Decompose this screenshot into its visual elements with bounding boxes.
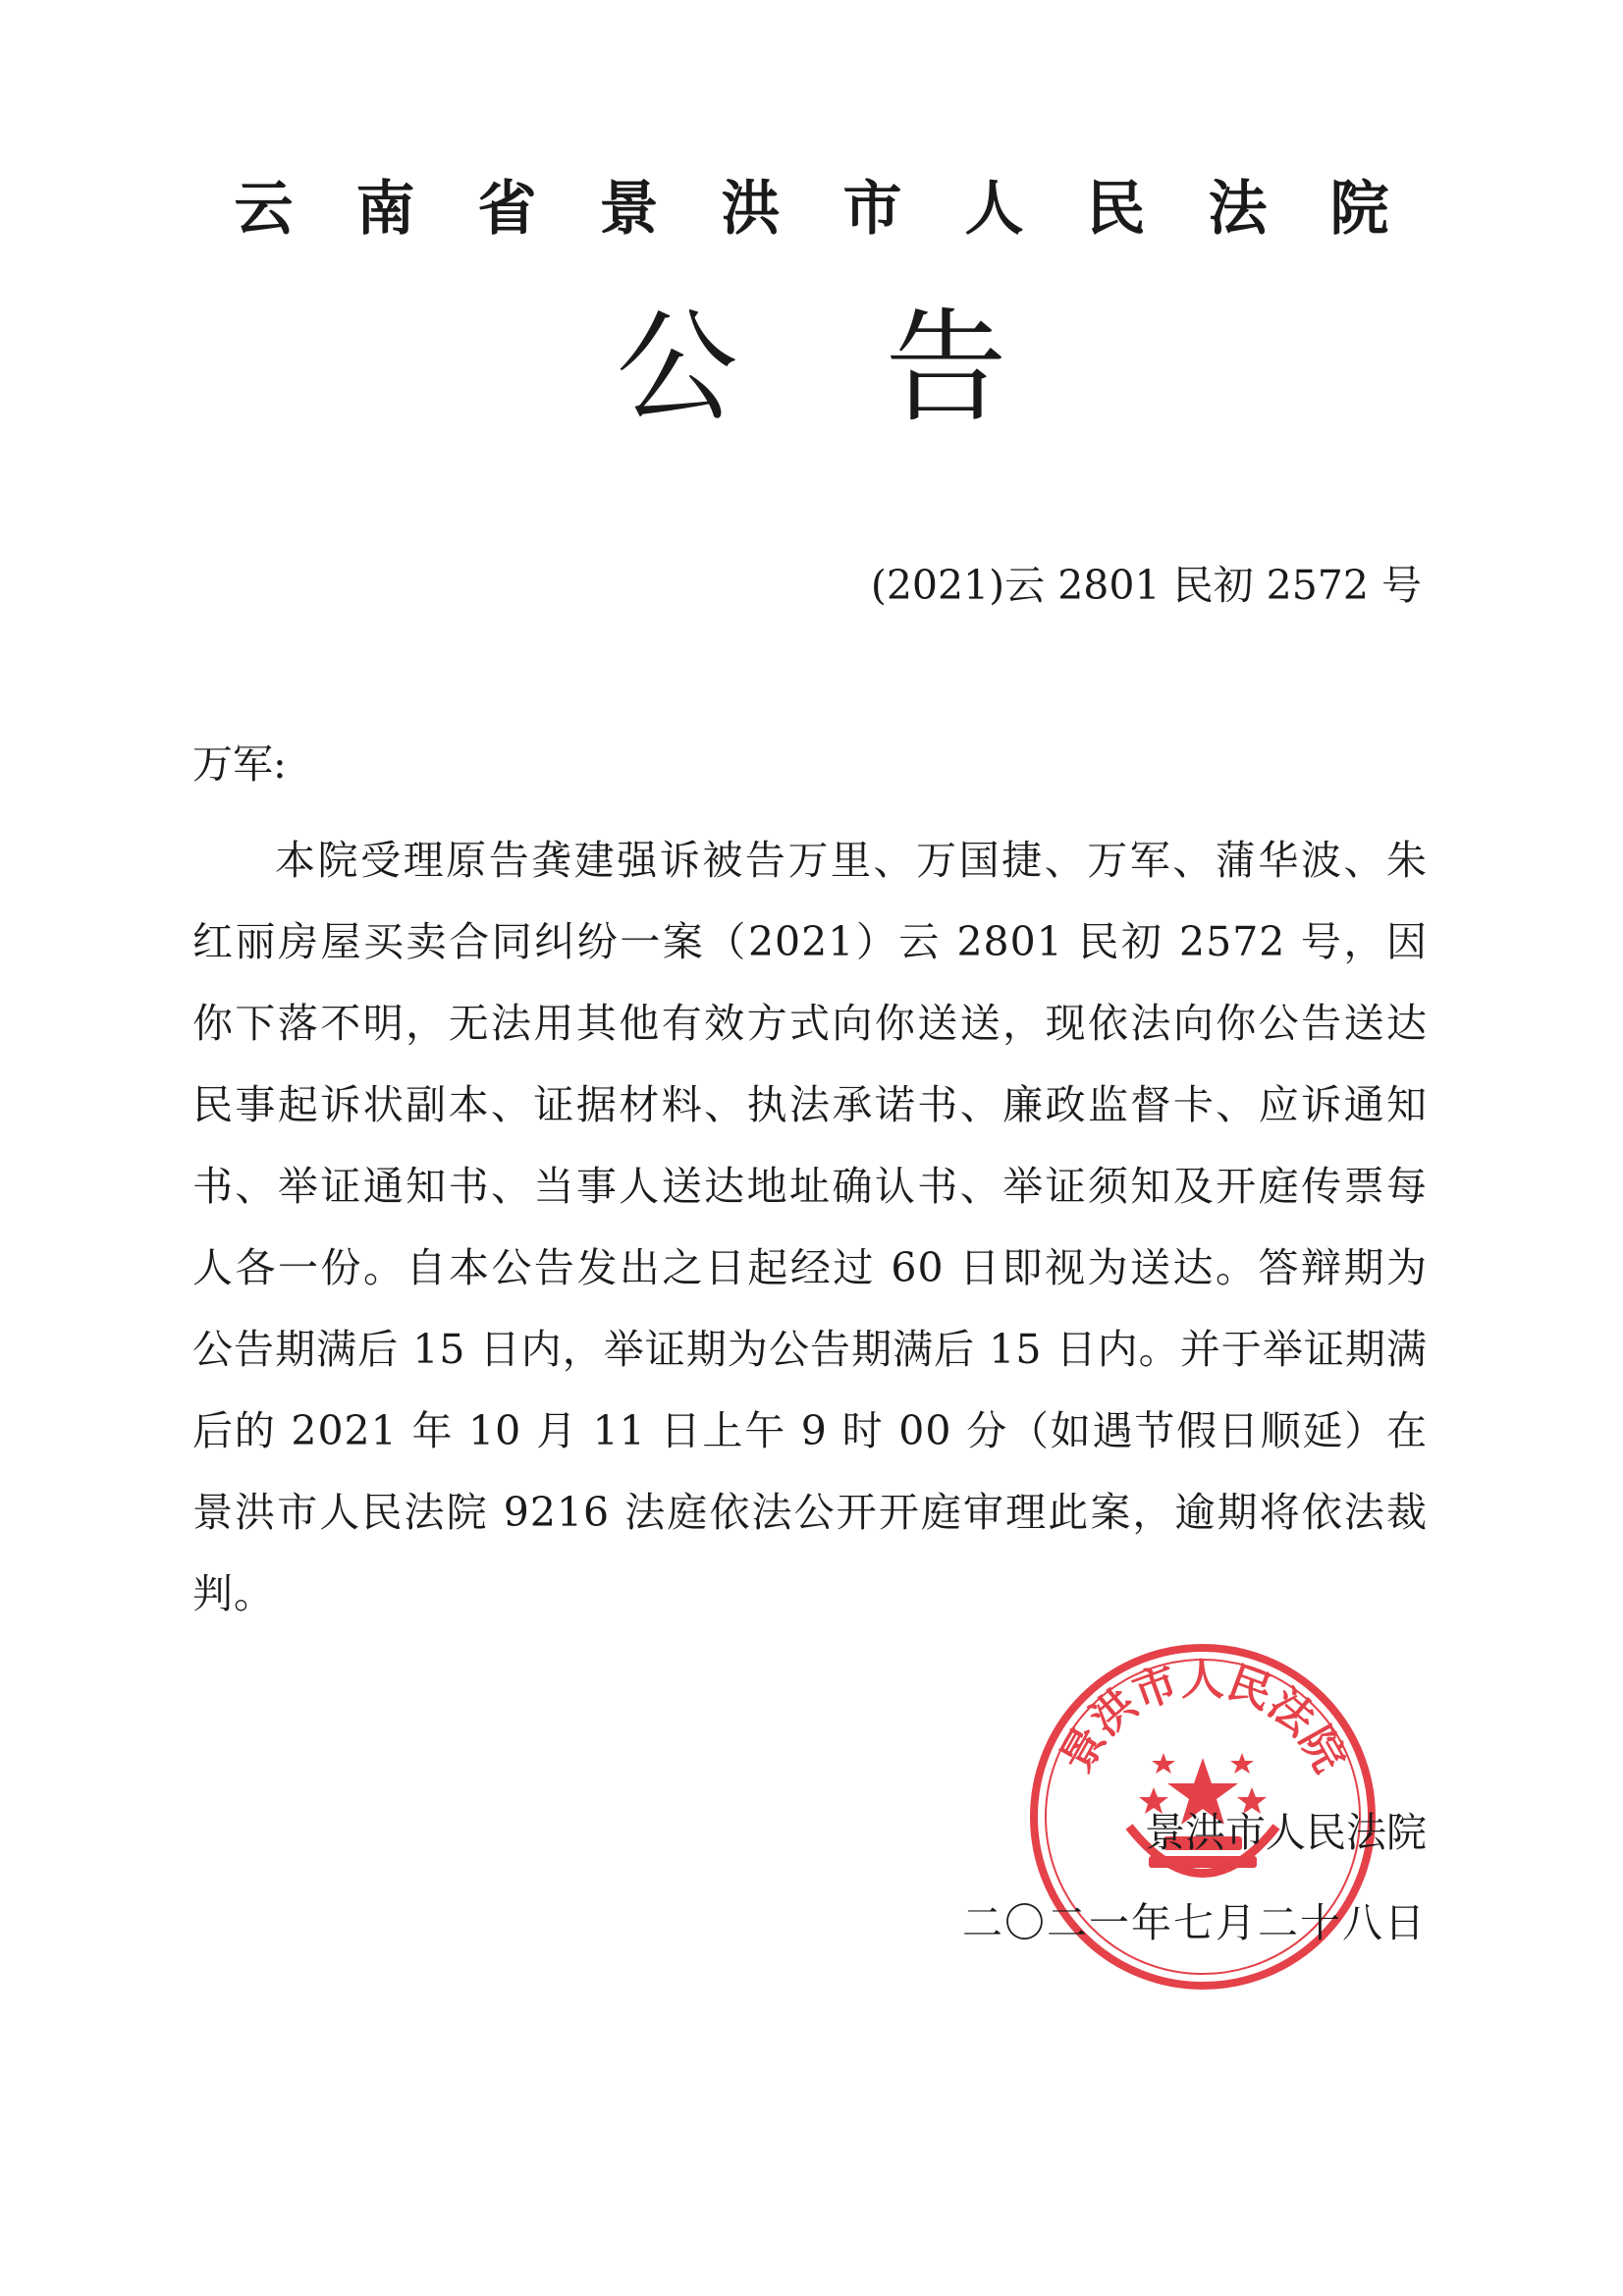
seal-text: 景洪市人民法院 [1051,1655,1355,1781]
case-number: (2021)云 2801 民初 2572 号 [870,562,1422,609]
document-title: 公告 [616,298,1155,439]
addressee: 万军: [192,740,287,788]
notice-body: 本院受理原告龚建强诉被告万里、万国捷、万军、蒲华波、朱红丽房屋买卖合同纠纷一案（2021）云 2801 民初 2572 号，因你下落不明，无法用其他有效方式向你送送，现依法向你公告送达民事起诉状副本、证据材料、执法承诺书、廉政监督卡、应诉通知书、举证通知书、当事人送达地址确认书、举证须知及开庭传票每人各一份。自本公告发出之日起经过 60 日即视为送达。答辩期为公告期满后 15 日内，举证期为公告期满后 15 日内。并于举证期满后的 2021 年 10 月 11 日上午 9 时 00 分（如遇节假日顺延）在景洪市人民法院 9216 法庭依法公开开庭审理此案，逾期将依法裁判。 [192,837,1428,1617]
issue-date: 二〇二一年七月二十八日 [962,1899,1427,1946]
issuer-signature: 景洪市人民法院 [1145,1809,1427,1856]
court-name: 云南省景洪市人民法院 [234,175,1452,244]
